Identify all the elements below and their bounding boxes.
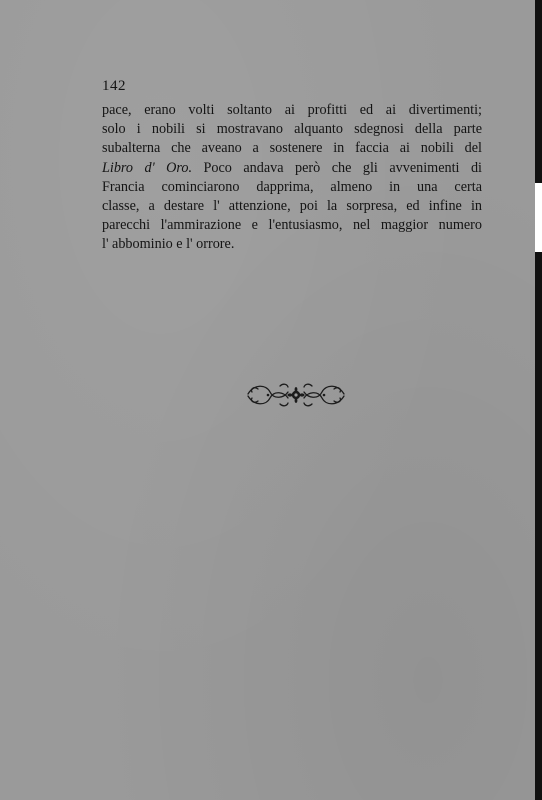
scan-edge-dark-top	[535, 0, 542, 183]
text-line: solo i nobili si mostravano alquanto sdegnosi della parte	[102, 121, 482, 138]
body-paragraph	[102, 101, 482, 255]
text-line: subalterna che aveano a sostenere in faccia ai nobili del	[102, 140, 482, 157]
text-line: Francia cominciarono dapprima, almeno in una certa	[102, 178, 482, 195]
text-line: classe, a destare l' attenzione, poi la sorpresa, ed infine in	[102, 198, 482, 215]
scan-edge-dark-bottom	[535, 252, 542, 800]
text-line	[102, 159, 482, 178]
text-line: parecchi l'ammirazione e l'entusiasmo, nel maggior numero	[102, 217, 482, 234]
floral-scroll-ornament-icon	[244, 380, 348, 410]
text-line-rest: Poco andava però che gli avvenimenti di	[192, 159, 482, 176]
scan-edge-strip	[535, 0, 542, 800]
text-line-last: l' abbominio e l' orrore.	[102, 236, 235, 253]
text-line: pace, erano volti soltanto ai profitti ed ai divertimenti;	[102, 102, 482, 118]
italic-book-title: Libro d' Oro.	[102, 159, 192, 176]
page-number: 142	[102, 78, 126, 94]
